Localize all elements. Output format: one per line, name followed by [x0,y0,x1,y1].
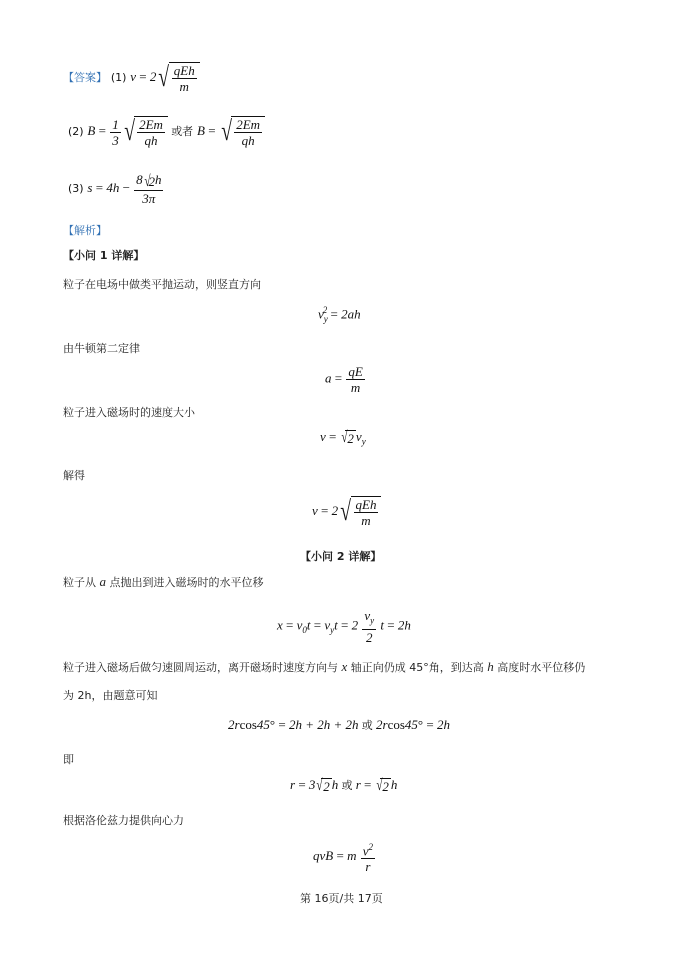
page-number: 第 16页/共 17页 [300,892,383,905]
section-2-line-1 [63,574,264,590]
answer-tag: 【答案】 [63,70,107,84]
section-2-line-1-a: 粒子从 [63,576,96,589]
section-2-line-2-a: 粒子进入磁场后做匀速圆周运动，离开磁场时速度方向与 [63,661,338,674]
section-1-heading: 【小问 1 详解】 [63,249,145,262]
eq-radius-condition: 2rcos45° = 2h + 2h + 2h 或 2rcos45° = 2h [228,717,450,732]
answer-2-formula-b: B = √ $\frac{2Em}{qh}$ [197,123,265,138]
eq-velocity-entry: v = √2 $v_y$ [320,429,366,447]
eq-horizontal-displacement: $x = v_0t = v_yt = 2$ $\frac{v_y}{2}$ t = 2h [277,608,411,645]
section-1-line-4: 解得 [63,469,85,482]
section-2-line-5: 根据洛伦兹力提供向心力 [63,814,184,827]
section-1-line-2: 由牛顿第二定律 [63,342,140,355]
eq-velocity-result: v = 2√ $\frac{\text{qEh}}{m}$ [312,496,381,528]
section-2-var-x: x [341,659,348,674]
answer-1-formula: v = 2√ $\frac{\text{qEh}}{m}$ [130,69,199,84]
answer-2-formula-a: B = $\frac{1}{3}$ √ $\frac{2Em}{qh}$ [87,123,171,138]
eq-radius-result: r = 3√2 h 或 r = √2 h [290,777,398,795]
answer-part-1 [63,62,200,94]
answer-2-or: 或者 [171,124,194,138]
answer-2-number: (2) [68,124,84,138]
section-2-line-1-b: 点抛出到进入磁场时的水平位移 [109,576,264,589]
section-2-var-a: a [99,574,106,589]
section-2-line-2-c: 高度时水平位移仍 [497,661,586,674]
section-2-heading: 【小问 2 详解】 [300,550,382,563]
eq-lorentz-force: qvB = m $\frac{v^2}{r}$ [313,842,373,875]
section-2-var-h: h [487,659,494,674]
eq-or-1: 或 [361,719,373,732]
answer-3-formula: s = 4h − $\frac{8√2h}{3\pi}$ [87,172,162,206]
eq-vy-squared: $v_y^2 = 2ah$ [318,305,361,324]
answer-3-number: (3) [68,181,84,195]
section-1-line-1: 粒子在电场中做类平抛运动，则竖直方向 [63,278,261,291]
analysis-tag: 【解析】 [63,224,107,237]
section-2-line-4: 即 [63,753,74,766]
answer-1-number: (1) [110,70,127,84]
section-2-line-2 [63,659,585,675]
answer-part-3 [68,172,164,206]
section-2-line-3: 为 2h，由题意可知 [63,689,158,702]
section-1-line-3: 粒子进入磁场时的速度大小 [63,406,195,419]
answer-part-2 [68,116,265,148]
eq-acceleration: a = $\frac{qE}{m}$ [325,364,363,395]
section-2-line-2-b: 轴正向仍成 45°角，到达高 [350,661,484,674]
eq-or-2: 或 [341,779,353,792]
